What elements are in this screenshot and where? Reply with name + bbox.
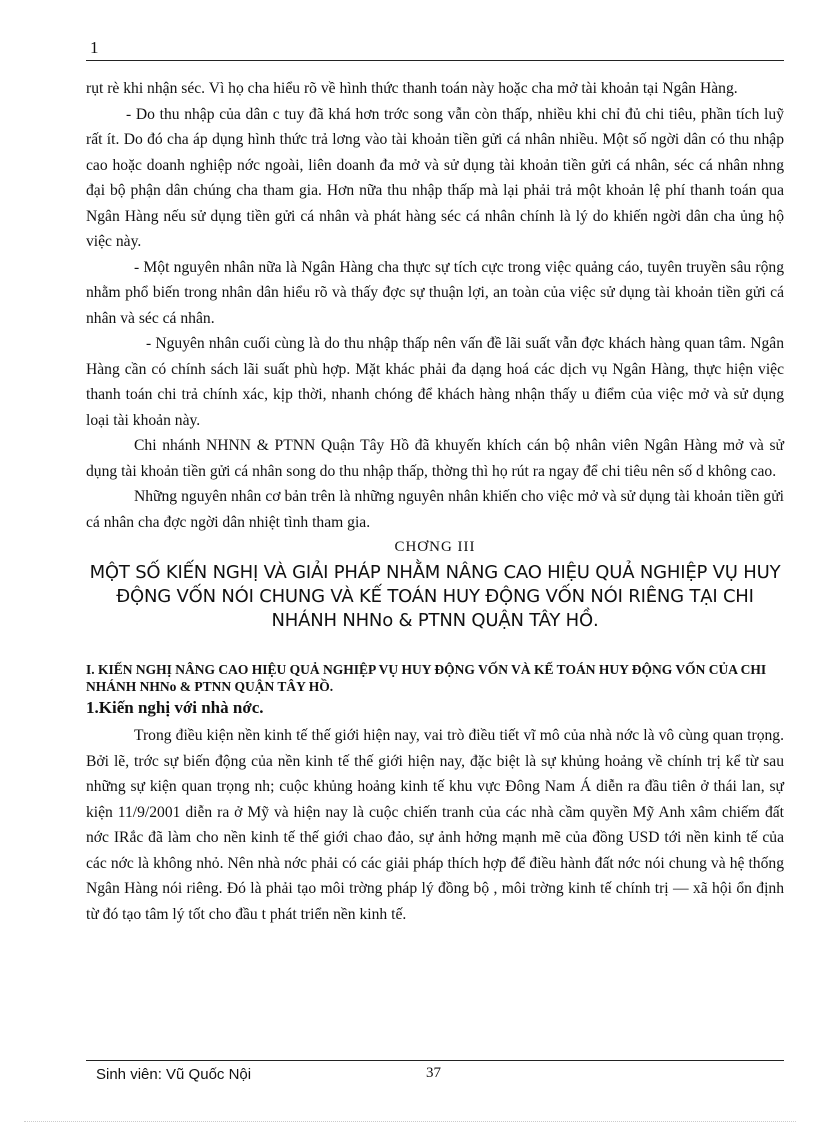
document-body xyxy=(86,76,784,927)
chapter-title: MỘT SỐ KIẾN NGHỊ VÀ GIẢI PHÁP NHẰM NÂNG CAO HIỆU QUẢ NGHIỆP VỤ HUY ĐỘNG VỐN NÓI CHUNG VÀ KẾ TOÁN HUY ĐỘNG VỐN NÓI RIÊNG TẠI CHI NHÁNH NHNo & PTNN QUẬN TÂY HỒ. xyxy=(89,562,781,631)
footer-rule xyxy=(86,1060,784,1061)
chapter-label: CHƠNG III xyxy=(394,539,476,555)
paragraph: - Nguyên nhân cuối cùng là do thu nhập thấp nên vấn đề lãi suất vẫn đợc khách hàng quan tâm. Ngân Hàng cần có chính sách lãi suất phù hợp. Mặt khác phải đa dạng hoá các dịch vụ Ngân Hàng, thực hiện việc thanh toán chi trả chính xác, kịp thời, nhanh chóng để khách hàng nhận thấy u điểm của việc mở và sử dụng loại tài khoản này. xyxy=(86,335,784,429)
page-number: 37 xyxy=(426,1065,441,1081)
paragraph: Những nguyên nhân cơ bản trên là những nguyên nhân khiến cho việc mở và sử dụng tài khoản tiền gửi cá nhân cha đợc ngời dân nhiệt tình tham gia. xyxy=(86,488,784,531)
paragraph: - Do thu nhập của dân c tuy đã khá hơn trớc song vẫn còn thấp, nhiều khi chỉ đủ chi tiêu, phần tích luỹ rất ít. Do đó cha áp dụng hình thức trả lơng vào tài khoản tiền gửi cá nhân nhiều. Một số ngời dân có thu nhập cao hoặc doanh nghiệp nớc ngoài, liên doanh đa mở và sử dụng tài khoản tiền gửi cá nhân, séc cá nhân nhng đại bộ phận dân chúng cha tham gia. Hơn nữa thu nhập thấp mà lại phải trả một khoản lệ phí thanh toán qua Ngân Hàng nếu sử dụng tiền gửi cá nhân và phát hàng séc cá nhân chính là lý do khiến ngời dân cha ủng hộ việc này. xyxy=(86,105,784,250)
header-number: 1 xyxy=(90,38,99,57)
paragraph: rụt rè khi nhận séc. Vì họ cha hiểu rõ về hình thức thanh toán này hoặc cha mở tài khoản tại Ngân Hàng. xyxy=(86,80,738,97)
section-heading: I. KIẾN NGHỊ NÂNG CAO HIỆU QUẢ NGHIỆP VỤ HUY ĐỘNG VỐN VÀ KẾ TOÁN HUY ĐỘNG VỐN CỦA CHI NHÁNH NHNo & PTNN QUẬN TÂY HỒ. xyxy=(86,662,767,694)
paragraph: - Một nguyên nhân nữa là Ngân Hàng cha thực sự tích cực trong việc quảng cáo, tuyên truyền sâu rộng nhằm phổ biến trong nhân dân hiểu rõ và thấy đợc sự thuận lợi, an toàn của việc sử dụng tài khoản tiền gửi cá nhân và séc cá nhân. xyxy=(86,258,784,327)
paragraph: Chi nhánh NHNN & PTNN Quận Tây Hồ đã khuyến khích cán bộ nhân viên Ngân Hàng mở và sử dụng tài khoản tiền gửi cá nhân song do thu nhập thấp, thờng thì họ rút ra ngay để chi tiêu nên số d không cao. xyxy=(86,437,784,480)
header-rule xyxy=(86,60,784,61)
footer-student-name: Sinh viên: Vũ Quốc Nội xyxy=(96,1066,252,1083)
page-edge xyxy=(24,1121,796,1122)
subsection-heading: 1.Kiến nghị với nhà nớc. xyxy=(86,698,264,717)
paragraph: Trong điều kiện nền kinh tế thế giới hiện nay, vai trò điều tiết vĩ mô của nhà nớc là vô cùng quan trọng. Bởi lẽ, trớc sự biến động của nền kinh tế thế giới hiện nay, đặc biệt là sự khủng hoảng về chính trị kể từ sau những sự kiện quan trọng nh; cuộc khủng hoảng kinh tế khu vực Đông Nam Á diễn ra đầu tiên ở thái lan, sự kiện 11/9/2001 diễn ra ở Mỹ và hiện nay là cuộc chiến tranh của các nhà cầm quyền Mỹ Anh xâm chiếm đất nớc IRắc đã làm cho nền kinh tế thế giới chao đảo, sự ảnh hởng mạnh mẽ của đồng USD tới nền kinh tế của các nớc là không nhỏ. Nên nhà nớc phải có các giải pháp thích hợp để điều hành đất nớc nói chung và hệ thống Ngân Hàng nói riêng. Đó là phải tạo môi trờng pháp lý đồng bộ , môi trờng kinh tế chính trị — xã hội ổn định từ đó tạo tâm lý tốt cho đầu t phát triển nền kinh tế. xyxy=(86,727,784,923)
